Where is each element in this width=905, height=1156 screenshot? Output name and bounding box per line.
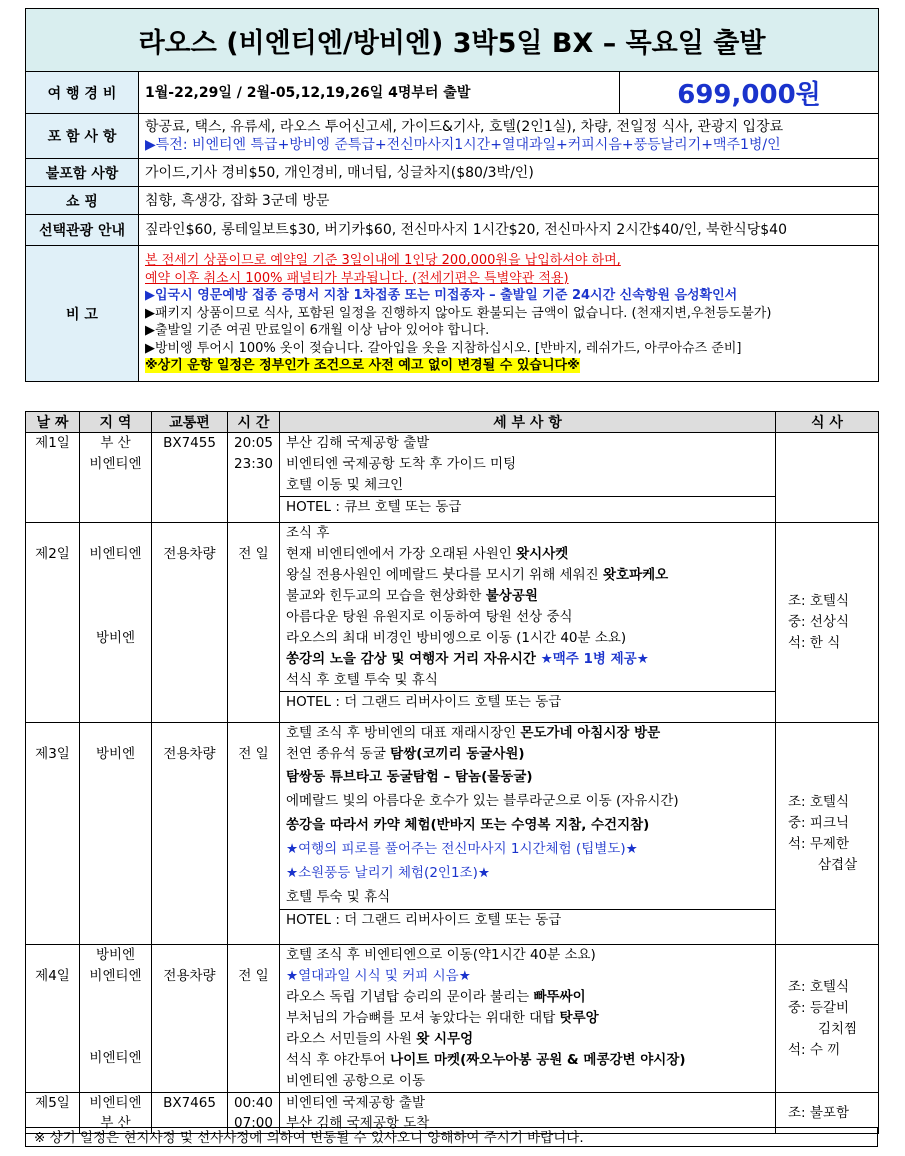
detail-line: ★여행의 피로를 풀어주는 전신마사지 1시간체험 (팁별도)★ <box>286 841 638 857</box>
detail-line: 불교와 힌두교의 모습을 현상화한 불상공원 <box>286 588 538 604</box>
remarks-label: 비 고 <box>26 246 139 382</box>
table-row <box>26 523 879 723</box>
day-number: 제4일 <box>35 968 70 984</box>
transport: 전용차량 <box>163 546 216 562</box>
meal: 조: 불포함 <box>788 1104 850 1121</box>
day-number: 제3일 <box>35 746 70 762</box>
table-row <box>26 945 879 1093</box>
detail-line: 비엔티엔 공항으로 이동 <box>286 1073 425 1089</box>
includes-content <box>139 114 879 159</box>
meal: 조: 호텔식 <box>788 593 850 609</box>
remark-refund: ▶패키지 상품이므로 식사, 포함된 일정을 진행하지 않아도 환불되는 금액이 없습니다. (천재지변,우천등도불가) <box>145 305 772 321</box>
detail-line: 석식 후 야간투어 나이트 마켓(짜오누아봉 공원 & 메콩강변 야시장) <box>286 1052 686 1068</box>
time: 전 일 <box>238 968 269 984</box>
includes-line: 항공료, 택스, 유류세, 라오스 투어신고세, 가이드&기사, 호텔(2인1실), 차량, 전일정 식사, 관광지 입장료 <box>145 119 784 135</box>
region: 비엔티엔 <box>89 546 142 562</box>
cost-label: 여 행 경 비 <box>26 72 139 114</box>
time: 23:30 <box>234 456 273 472</box>
region: 부 산 <box>100 435 131 451</box>
transport: 전용차량 <box>163 746 216 762</box>
region: 방비엔 <box>95 947 136 963</box>
time: 전 일 <box>238 546 269 562</box>
region: 방비엔 <box>95 630 136 646</box>
transport: BX7465 <box>163 1095 216 1111</box>
page-title: 라오스 (비엔티엔/방비엔) 3박5일 BX – 목요일 출발 <box>26 9 879 72</box>
meal: 석: 한 식 <box>788 635 841 651</box>
header-date: 날 짜 <box>26 412 80 433</box>
meal: 조: 호텔식 <box>788 978 850 995</box>
header-meals: 식 사 <box>776 412 879 433</box>
header-transport: 교통편 <box>152 412 228 433</box>
footer-note: ※ 상기 일정은 현지사정 및 선사사정에 의하여 변동될 수 있사오니 양해하여 주시기 바랍니다. <box>25 1127 878 1147</box>
detail-line: 호텔 조식 후 비엔티엔으로 이동(약1시간 40분 소요) <box>286 947 596 963</box>
region: 비엔티엔 <box>89 456 142 472</box>
region: 방비엔 <box>95 746 136 762</box>
time: 20:05 <box>234 435 273 451</box>
detail-line: 왕실 전용사원인 에메랄드 붓다를 모시기 위해 세워진 왓호파케오 <box>286 567 669 583</box>
time: 07:00 <box>234 1115 273 1131</box>
meal: 석: 무제한 <box>788 835 850 852</box>
itinerary-header-row <box>26 412 879 433</box>
header-details: 세 부 사 항 <box>280 412 776 433</box>
transport: BX7455 <box>163 435 216 451</box>
shopping-label: 쇼 핑 <box>26 187 139 215</box>
remark-clothes: ▶방비엥 투어시 100% 옷이 젖습니다. 갈아입을 옷을 지참하십시오. [반바지, 레쉬가드, 아쿠아슈즈 준비] <box>145 340 742 356</box>
includes-label: 포 함 사 항 <box>26 114 139 159</box>
day-number: 제5일 <box>35 1095 70 1111</box>
detail-line: 부산 김해 국제공항 출발 <box>286 435 430 451</box>
detail-line: 호텔 이동 및 체크인 <box>286 477 404 493</box>
detail-line: 천연 종유석 동굴 탐쌍(코끼리 동굴사원) <box>286 746 525 762</box>
itinerary-table <box>25 411 879 1134</box>
detail-line: 비엔티엔 국제공항 도착 후 가이드 미팅 <box>286 456 517 472</box>
meal: 석: 수 끼 <box>788 1041 841 1058</box>
detail-line: 비엔티엔 국제공항 출발 <box>286 1095 425 1111</box>
meal: 중: 등갈비 <box>788 999 850 1016</box>
meal: 삼겹살 <box>818 856 858 873</box>
detail-line: 부산 김해 국제공항 도착 <box>286 1115 430 1131</box>
detail-line: 석식 후 호텔 투숙 및 휴식 <box>286 672 438 688</box>
detail-line: 라오스 독립 기념탑 승리의 문이라 불리는 빠뚜싸이 <box>286 989 586 1005</box>
remarks-content <box>139 246 879 382</box>
region: 부 산 <box>100 1115 131 1131</box>
transport: 전용차량 <box>163 968 216 984</box>
detail-line: 쏭강을 따라서 카약 체험(반바지 또는 수영복 지참, 수건지참) <box>286 817 650 833</box>
benefits-line: ▶특전: 비엔티엔 특급+방비엥 준특급+전신마사지1시간+열대과일+커피시음+풍등날리기+맥주1병/인 <box>145 137 781 153</box>
detail-line: ★소원풍등 날리기 체험(2인1조)★ <box>286 865 490 881</box>
detail-line: 부처님의 가슴뼈를 모셔 놓았다는 위대한 대탑 탓루앙 <box>286 1010 599 1026</box>
table-row <box>26 433 879 523</box>
hotel-line: HOTEL : 더 그랜드 리버사이드 호텔 또는 동급 <box>280 909 775 931</box>
options-label: 선택관광 안내 <box>26 215 139 246</box>
remark-schedule-change: ※상기 운항 일정은 정부인가 조건으로 사전 예고 없이 변경될 수 있습니다※ <box>145 358 580 374</box>
remark-penalty: 예약 이후 취소시 100% 패널티가 부과됩니다. (전세기편은 특별약관 적용) <box>145 270 569 286</box>
table-row <box>26 723 879 945</box>
hotel-line: HOTEL : 큐브 호텔 또는 동급 <box>280 496 775 518</box>
options-content: 짚라인$60, 롱테일보트$30, 버기카$60, 전신마사지 1시간$20, 전신마사지 2시간$40/인, 북한식당$40 <box>139 215 879 246</box>
detail-line: ★열대과일 시식 및 커피 시음★ <box>286 968 471 984</box>
detail-line: 현재 비엔티엔에서 가장 오래된 사원인 왓시사켓 <box>286 546 569 562</box>
detail-line: 호텔 조식 후 방비엔의 대표 재래시장인 몬도가네 아침시장 방문 <box>286 725 661 741</box>
hotel-line: HOTEL : 더 그랜드 리버사이드 호텔 또는 동급 <box>280 691 775 713</box>
meal: 중: 피크닉 <box>788 814 850 831</box>
detail-line: 호텔 투숙 및 휴식 <box>286 889 391 905</box>
remark-covid: ▶입국시 영문예방 접종 증명서 지참 1차접종 또는 미접종자 – 출발일 기준 24시간 신속항원 음성확인서 <box>145 288 738 304</box>
detail-line: 탐쌍동 튜브타고 동굴탐험 – 탐놈(물동굴) <box>286 769 533 785</box>
remark-passport: ▶출발일 기준 여권 만료일이 6개월 이상 남아 있어야 합니다. <box>145 323 490 339</box>
detail-line: 에메랄드 빛의 아름다운 호수가 있는 블루라군으로 이동 (자유시간) <box>286 793 679 809</box>
summary-table <box>25 8 879 382</box>
day-number: 제2일 <box>35 546 70 562</box>
detail-line: 조식 후 <box>286 525 330 541</box>
excludes-content: 가이드,기사 경비$50, 개인경비, 매너팁, 싱글차지($80/3박/인) <box>139 159 879 187</box>
meal: 김치찜 <box>818 1020 858 1037</box>
excludes-label: 불포함 사항 <box>26 159 139 187</box>
remark-deposit: 본 전세기 상품이므로 예약일 기준 3일이내에 1인당 200,000원을 납입하셔야 하며, <box>145 253 621 269</box>
shopping-content: 침향, 흑생강, 잡화 3군데 방문 <box>139 187 879 215</box>
detail-line: 라오스의 최대 비경인 방비엥으로 이동 (1시간 40분 소요) <box>286 630 627 646</box>
detail-line: 아름다운 탕원 유원지로 이동하여 탕원 선상 중식 <box>286 609 573 625</box>
departure-dates: 1월-22,29일 / 2월-05,12,19,26일 4명부터 출발 <box>139 72 620 114</box>
region: 비엔티엔 <box>89 1095 142 1111</box>
detail-line: 라오스 서민들의 사원 왓 시무엉 <box>286 1031 474 1047</box>
time: 00:40 <box>234 1095 273 1111</box>
detail-line: 쏭강의 노을 감상 및 여행자 거리 자유시간 ★맥주 1병 제공★ <box>286 651 649 667</box>
header-region: 지 역 <box>80 412 152 433</box>
time: 전 일 <box>238 746 269 762</box>
header-time: 시 간 <box>228 412 280 433</box>
region: 비엔티엔 <box>89 1050 142 1066</box>
day-number: 제1일 <box>35 435 70 451</box>
region: 비엔티엔 <box>89 968 142 984</box>
meal: 조: 호텔식 <box>788 793 850 810</box>
meal: 중: 선상식 <box>788 614 850 630</box>
price: 699,000원 <box>620 72 879 114</box>
